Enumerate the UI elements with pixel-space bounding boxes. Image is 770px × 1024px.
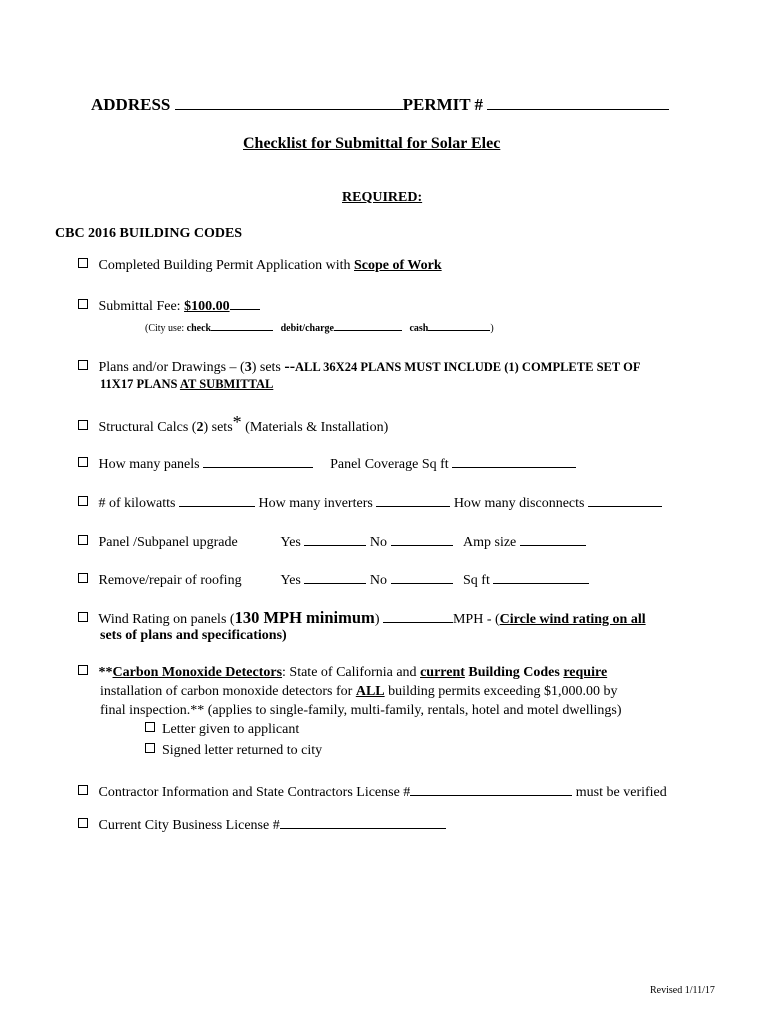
cash-label: cash [409,323,429,334]
checkbox[interactable] [78,299,88,309]
checklist-item-business: Current City Business License # [78,815,446,834]
checkbox[interactable] [78,612,88,622]
wind-minimum: 130 MPH minimum [234,608,375,627]
subpanel-no-field[interactable] [391,532,453,546]
page-title: Checklist for Submittal for Solar Elec [243,135,501,152]
checkbox[interactable] [145,743,155,753]
co-sub-item-letter-returned: Signed letter returned to city [145,743,322,759]
checklist-item-plans: Plans and/or Drawings – (3) sets --ALL 36X24 PLANS MUST INCLUDE (1) COMPLETE SET OF [78,358,640,376]
checklist-item-kilowatts: # of kilowatts How many inverters How many disconnects [78,493,662,512]
roofing-no-field[interactable] [391,570,453,584]
co-line-3: final inspection.** (applies to single-family, multi-family, rentals, hotel and motel dwellings) [100,703,622,718]
cash-field[interactable] [428,320,490,331]
checkbox[interactable] [145,722,155,732]
wind-field[interactable] [383,609,453,623]
checklist-item-calcs: Structural Calcs (2) sets* (Materials & Installation) [78,415,388,436]
checkbox[interactable] [78,360,88,370]
checklist-item-application [78,258,442,274]
panels-field[interactable] [203,454,313,468]
debit-label: debit/charge [280,323,334,334]
city-use-line: (City use: check debit/charge cash ) [145,320,494,334]
checkbox[interactable] [78,457,88,467]
checklist-item-roofing: Remove/repair of roofing Yes No Sq ft [78,570,589,589]
fee-amount: $100.00 [184,299,230,314]
city-use-label: (City use: [145,323,187,334]
checkbox[interactable] [78,818,88,828]
permit-label: PERMIT # [402,95,484,114]
address-field[interactable] [175,96,403,110]
checklist-item-fee [78,296,260,315]
checklist-item-wind: Wind Rating on panels (130 MPH minimum) MPH - (Circle wind rating on all [78,608,646,628]
checkbox[interactable] [78,420,88,430]
roofing-sqft-field[interactable] [493,570,589,584]
address-line [91,95,669,115]
checklist-item-subpanel: Panel /Subpanel upgrade Yes No Amp size [78,532,586,551]
co-line-2: installation of carbon monoxide detectors for ALL building permits exceeding $1,000.00 by [100,684,618,699]
plans-line-2: 11X17 PLANS AT SUBMITTAL [100,377,274,391]
item-text: Completed Building Permit Application with [98,258,354,273]
required-heading: REQUIRED: [342,190,423,205]
co-title: Carbon Monoxide Detectors [112,665,283,680]
checklist-item-co: **Carbon Monoxide Detectors: State of California and current Building Codes require [78,665,607,681]
inverters-field[interactable] [376,493,450,507]
fee-label: Submittal Fee: [98,299,185,314]
address-label: ADDRESS [91,95,171,114]
business-license-field[interactable] [280,815,446,829]
contractor-license-field[interactable] [410,782,572,796]
checkbox[interactable] [78,573,88,583]
permit-field[interactable] [487,96,669,110]
fee-blank [230,296,260,310]
checklist-item-contractor: Contractor Information and State Contractors License # must be verified [78,782,667,801]
check-label: check [186,323,212,334]
checkbox[interactable] [78,785,88,795]
checkbox[interactable] [78,535,88,545]
asterisk: * [232,412,242,432]
plans-requirement: ALL 36X24 PLANS MUST INCLUDE (1) COMPLETE SET OF [295,360,641,374]
checklist-item-panels: How many panels Panel Coverage Sq ft [78,454,576,473]
checkbox[interactable] [78,665,88,675]
revised-date: Revised 1/11/17 [650,985,715,996]
check-field[interactable] [211,320,273,331]
kilowatts-field[interactable] [179,493,255,507]
scope-of-work: Scope of Work [354,258,442,273]
debit-field[interactable] [334,320,402,331]
disconnects-field[interactable] [588,493,662,507]
wind-line-2: sets of plans and specifications) [100,628,287,643]
coverage-field[interactable] [452,454,576,468]
checkbox[interactable] [78,258,88,268]
roofing-yes-field[interactable] [304,570,366,584]
checkbox[interactable] [78,496,88,506]
amp-size-field[interactable] [520,532,586,546]
subpanel-yes-field[interactable] [304,532,366,546]
co-sub-item-letter-given: Letter given to applicant [145,722,299,738]
codes-heading: CBC 2016 BUILDING CODES [55,226,243,241]
